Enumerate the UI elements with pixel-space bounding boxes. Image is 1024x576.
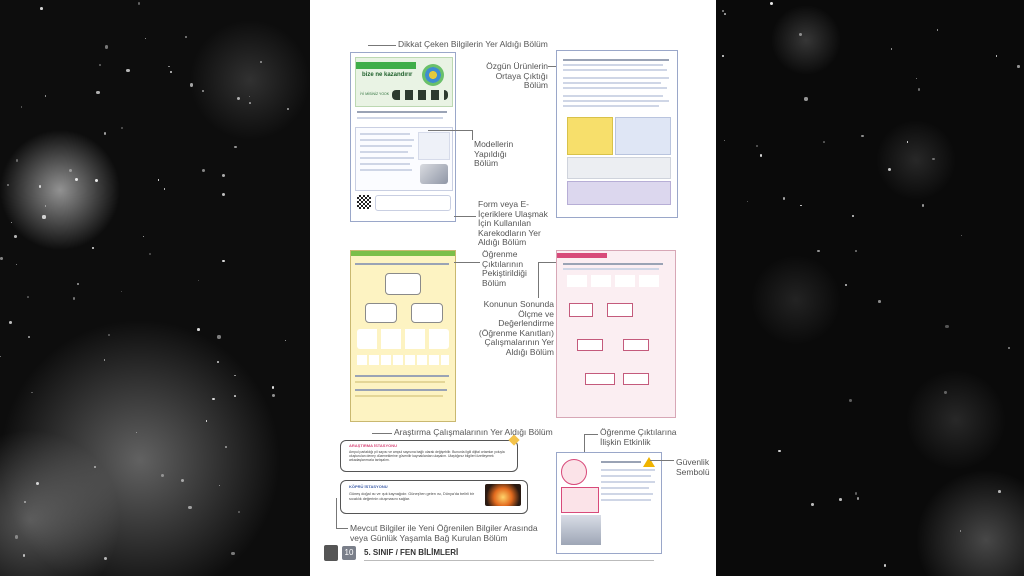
thumb-middleleft xyxy=(350,250,456,422)
document-page xyxy=(310,0,716,576)
bokeh-dot xyxy=(1017,65,1019,67)
thumb1-line xyxy=(360,133,410,135)
bokeh-dot xyxy=(126,69,129,72)
annotation-line xyxy=(368,45,396,46)
thumb2-line xyxy=(563,59,669,61)
thumb-topright xyxy=(556,50,678,218)
annotation-line xyxy=(454,216,476,217)
annotation-line xyxy=(454,262,480,263)
annotation-line xyxy=(584,434,585,452)
annotation-line xyxy=(336,498,337,528)
kopru-text: Güneş doğal ısı ve ışık kaynağıdır. Güneş'ten gelen ısı, Dünya'da belirli bir sıcaklık değerinin oluşmasını sağlar. xyxy=(349,492,475,501)
kopru-image xyxy=(485,484,521,506)
annotation-line xyxy=(538,262,556,263)
thumb4-node xyxy=(623,339,649,351)
bokeh-dot xyxy=(783,197,786,200)
bokeh-dot xyxy=(170,71,172,73)
bokeh-dot xyxy=(857,497,859,499)
bokeh-dot xyxy=(800,205,801,206)
bokeh-dot xyxy=(996,55,998,57)
thumb1-line xyxy=(360,157,414,159)
bokeh-dot xyxy=(217,361,219,363)
bokeh-dot xyxy=(945,325,948,328)
arastirma-text: Ampul parlaklığı pil sayısı ve ampul sayısına bağlı olarak değişebilir. Bununla ilgili dijital ortamlar yoluyla oluşturulan deney düzeneklerine güvenilir kaynaklardan ulaşalım. Ulaştığınız bilgileri özetleyerek arkadaşlarımızla tartışalım. xyxy=(349,450,505,463)
thumb1-banner-strip xyxy=(356,62,416,69)
annotation-ogrenme-pekistir: Öğrenme Çıktılarının Pekiştirildiği Bölüm xyxy=(482,249,527,288)
bokeh-dot xyxy=(724,13,726,15)
thumb1-banner xyxy=(355,57,453,107)
bokeh-dot xyxy=(234,146,237,149)
thumb2-line xyxy=(563,69,667,71)
annotation-modeller: Modellerin Yapıldığı Bölüm xyxy=(474,139,514,168)
bokeh-dot xyxy=(918,88,921,91)
thumb4-header-strip xyxy=(557,253,607,258)
thumb2-line xyxy=(563,95,663,97)
thumb5-line xyxy=(601,487,649,489)
footer-title: 5. SINIF / FEN BİLİMLERİ xyxy=(364,548,459,557)
thumb3-line xyxy=(355,395,443,397)
bokeh-dot xyxy=(272,394,275,397)
annotation-dikkat: Dikkat Çeken Bilgilerin Yer Aldığı Bölüm xyxy=(398,39,548,49)
thumb1-model-image xyxy=(420,164,448,184)
thumb1-line xyxy=(360,139,414,141)
bokeh-dot xyxy=(944,391,946,393)
thumb5-photo xyxy=(561,515,601,545)
kopru-istasyonu-box xyxy=(340,480,528,514)
bokeh-dot xyxy=(14,235,17,238)
bokeh-dot xyxy=(960,530,962,532)
bokeh-dot xyxy=(190,83,193,86)
bokeh-dot xyxy=(104,359,105,360)
bokeh-dot xyxy=(234,375,235,376)
annotation-line xyxy=(548,66,556,67)
thumb4-node xyxy=(577,339,603,351)
annotation-line xyxy=(650,460,674,461)
annotation-line xyxy=(336,528,348,529)
bokeh-dot xyxy=(39,185,41,187)
bokeh-dot xyxy=(99,64,101,66)
bokeh-dot xyxy=(756,145,758,147)
thumb2-line xyxy=(563,105,659,107)
annotation-line xyxy=(584,434,598,435)
bokeh-dot xyxy=(217,335,220,338)
thumb4-node xyxy=(585,373,615,385)
thumb4-node xyxy=(569,303,593,317)
thumb2-purple-box xyxy=(567,181,671,205)
background-left xyxy=(0,0,310,576)
page-number: 10 xyxy=(342,546,356,560)
bokeh-dot xyxy=(96,91,99,94)
footer-divider xyxy=(364,560,654,561)
book-icon xyxy=(324,545,338,561)
thumb3-flow-right xyxy=(411,303,443,323)
bokeh-dot xyxy=(861,135,864,138)
thumb4-line xyxy=(563,268,659,270)
thumb3-flow-top xyxy=(385,273,421,295)
kopru-header: KÖPRÜ İSTASYONU xyxy=(349,484,388,489)
bokeh-dot xyxy=(42,215,45,218)
annotation-line xyxy=(372,433,392,434)
bokeh-dot xyxy=(855,492,857,494)
bokeh-dot xyxy=(804,97,807,100)
thumb2-gray-box xyxy=(567,157,671,179)
annotation-line xyxy=(538,262,539,298)
thumb-topleft xyxy=(350,52,456,222)
bokeh-dot xyxy=(272,386,274,388)
thumb4-node xyxy=(623,373,649,385)
thumb5-safety-icon xyxy=(643,457,655,467)
bokeh-dot xyxy=(138,2,141,5)
thumb5-line xyxy=(601,461,641,463)
thumb1-line xyxy=(357,117,443,119)
thumb5-line xyxy=(601,481,655,483)
thumb3-line xyxy=(355,381,445,383)
thumb1-flower-icon xyxy=(422,64,444,86)
background-right xyxy=(716,0,1024,576)
thumb3-line xyxy=(355,375,449,377)
thumb2-yellow-box xyxy=(567,117,613,155)
thumb1-line xyxy=(360,145,412,147)
arastirma-istasyonu-box xyxy=(340,440,518,472)
bokeh-dot xyxy=(855,250,857,252)
thumb5-line xyxy=(601,493,653,495)
bokeh-dot xyxy=(27,296,29,298)
bokeh-dot xyxy=(73,297,75,299)
bokeh-dot xyxy=(249,102,251,104)
bokeh-dot xyxy=(817,250,819,252)
thumb1-line xyxy=(360,163,410,165)
thumb3-flow-left xyxy=(365,303,397,323)
bokeh-dot xyxy=(31,392,32,393)
thumb5-side-box xyxy=(561,487,599,513)
bokeh-dot xyxy=(222,193,225,196)
annotation-ozgun: Özgün Ürünlerin Ortaya Çıktığı Bölüm xyxy=(486,61,548,90)
bokeh-dot xyxy=(285,340,286,341)
thumb4-line xyxy=(563,263,663,265)
bokeh-dot xyxy=(202,169,205,172)
thumb1-banner-title: bize ne kazandırır xyxy=(362,72,413,78)
bokeh-dot xyxy=(161,474,164,477)
thumb1-circle-icons xyxy=(392,90,448,100)
thumb3-flow-row xyxy=(357,329,449,349)
arastirma-header: ARAŞTIRMA İSTASYONU xyxy=(349,443,397,448)
bokeh-dot xyxy=(884,564,887,567)
annotation-olcme: Konunun Sonunda Ölçme ve Değerlendirme (Öğrenme Kanıtları) Çalışmalarının Yer Aldığı Bölüm xyxy=(478,299,554,357)
bokeh-dot xyxy=(108,334,110,336)
thumb5-icon-circle xyxy=(561,459,587,485)
bokeh-dot xyxy=(219,485,220,486)
thumb4-word-boxes xyxy=(567,275,663,287)
bokeh-dot xyxy=(0,257,3,260)
bokeh-dot xyxy=(94,466,96,468)
bokeh-dot xyxy=(287,108,289,110)
thumb5-line xyxy=(601,469,655,471)
thumb2-line xyxy=(563,82,661,84)
bokeh-dot xyxy=(238,511,240,513)
thumb1-qr-icon xyxy=(357,195,371,209)
thumb1-line xyxy=(360,151,408,153)
annotation-etkinlik: Öğrenme Çıktılarına İlişkin Etkinlik xyxy=(600,427,677,447)
bokeh-dot xyxy=(722,10,723,11)
bokeh-dot xyxy=(212,398,215,401)
bokeh-dot xyxy=(36,482,39,485)
bokeh-dot xyxy=(234,395,236,397)
thumb2-line xyxy=(563,100,669,102)
annotation-karekod: Form veya E-İçeriklere Ulaşmak İçin Kullanılan Karekodların Yer Aldığı Bölüm xyxy=(478,199,548,247)
thumb3-flow-row2 xyxy=(357,355,449,365)
bokeh-dot xyxy=(932,158,934,160)
annotation-mevcut: Mevcut Bilgiler ile Yeni Öğrenilen Bilgiler Arasında veya Günlük Yaşamla Bağ Kurulan Bölüm xyxy=(350,523,538,543)
bokeh-dot xyxy=(188,506,191,509)
thumb2-line xyxy=(563,87,667,89)
thumb3-header-strip xyxy=(351,251,455,256)
annotation-line xyxy=(428,130,472,131)
bokeh-dot xyxy=(823,141,825,143)
thumb3-line xyxy=(355,389,447,391)
thumb1-content-box xyxy=(355,127,453,191)
bokeh-dot xyxy=(16,159,18,161)
bokeh-dot xyxy=(891,48,892,49)
thumb3-line xyxy=(355,263,449,265)
thumb1-line xyxy=(360,169,412,171)
bokeh-dot xyxy=(878,300,881,303)
thumb2-line xyxy=(563,64,663,66)
bokeh-dot xyxy=(23,554,25,556)
thumb1-qr-box xyxy=(375,195,451,211)
annotation-line xyxy=(472,130,473,140)
bokeh-dot xyxy=(811,503,814,506)
annotation-arastirma: Araştırma Çalışmalarının Yer Aldığı Bölüm xyxy=(394,427,553,437)
annotation-guvenlik: Güvenlik Sembolü xyxy=(676,457,710,477)
thumb5-line xyxy=(601,475,651,477)
bokeh-dot xyxy=(231,552,234,555)
thumb2-blue-box xyxy=(615,117,671,155)
thumb2-line xyxy=(563,77,669,79)
thumb-middleright xyxy=(556,250,676,418)
thumb4-node xyxy=(607,303,633,317)
thumb1-material-list xyxy=(418,132,450,160)
bokeh-dot xyxy=(75,178,78,181)
thumb1-badge: İYİ MİSİNİZ YOOK xyxy=(360,92,390,96)
thumb5-line xyxy=(601,499,651,501)
thumb1-line xyxy=(357,111,447,113)
bokeh-dot xyxy=(9,321,12,324)
bokeh-dot xyxy=(69,169,72,172)
thumb-bottomright xyxy=(556,452,662,554)
